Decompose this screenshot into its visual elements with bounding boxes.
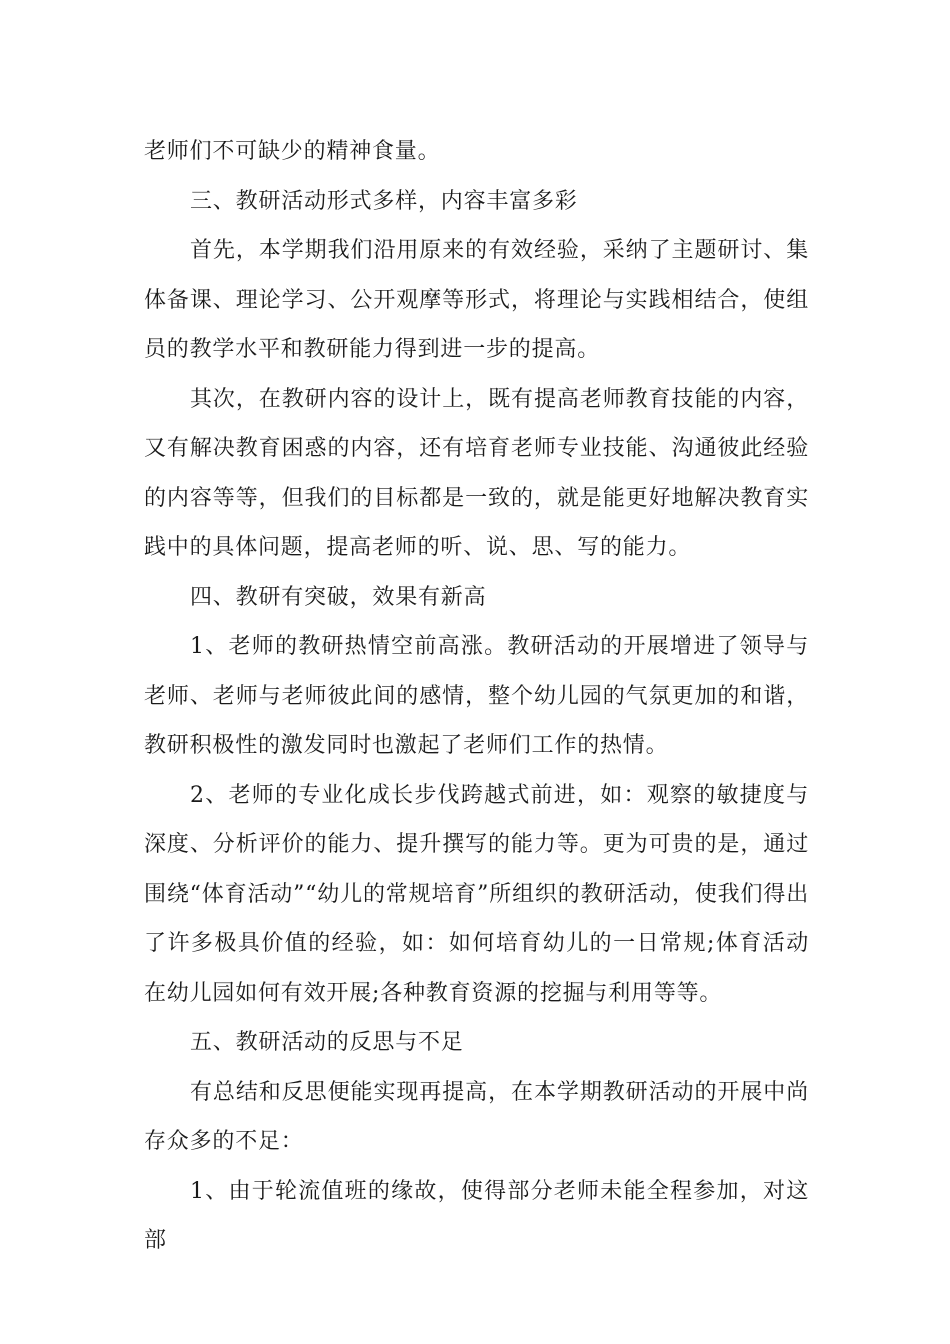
section-heading-4: 四、教研有突破，效果有新高 bbox=[190, 584, 487, 610]
paragraph-continuation: 老师们不可缺少的精神食量。 bbox=[144, 139, 441, 164]
paragraph: 有总结和反思便能实现再提高，在本学期教研活动的开展中尚存众多的不足： bbox=[144, 1079, 809, 1154]
paragraph: 其次，在教研内容的设计上，既有提高老师教育技能的内容，又有解决教育困惑的内容，还有培育老师专业技能、沟通彼此经验的内容等等，但我们的目标都是一致的，就是能更好地解决教育实践中的具体问题，提高老师的听、说、思、写的能力。 bbox=[144, 386, 809, 560]
paragraph: 首先，本学期我们沿用原来的有效经验，采纳了主题研讨、集体备课、理论学习、公开观摩等形式，将理论与实践相结合，使组员的教学水平和教研能力得到进一步的提高。 bbox=[144, 238, 809, 362]
paragraph: 2、老师的专业化成长步伐跨越式前进，如：观察的敏捷度与深度、分析评价的能力、提升撰写的能力等。更为可贵的是，通过围绕“体育活动”“幼儿的常规培育”所组织的教研活动，使我们得出了许多极具价值的经验，如：如何培育幼儿的一日常规;体育活动在幼儿园如何有效开展;各种教育资源的挖掘与利用等等。 bbox=[144, 782, 809, 1006]
document-body bbox=[144, 127, 809, 1266]
section-heading-5: 五、教研活动的反思与不足 bbox=[190, 1030, 464, 1055]
section-heading-3: 三、教研活动形式多样，内容丰富多彩 bbox=[190, 188, 578, 214]
paragraph: 1、老师的教研热情空前高涨。教研活动的开展增进了领导与老师、老师与老师彼此间的感情，整个幼儿园的气氛更加的和谐，教研积极性的激发同时也激起了老师们工作的热情。 bbox=[144, 634, 809, 758]
paragraph: 1、由于轮流值班的缘故，使得部分老师未能全程参加，对这部 bbox=[144, 1178, 809, 1253]
